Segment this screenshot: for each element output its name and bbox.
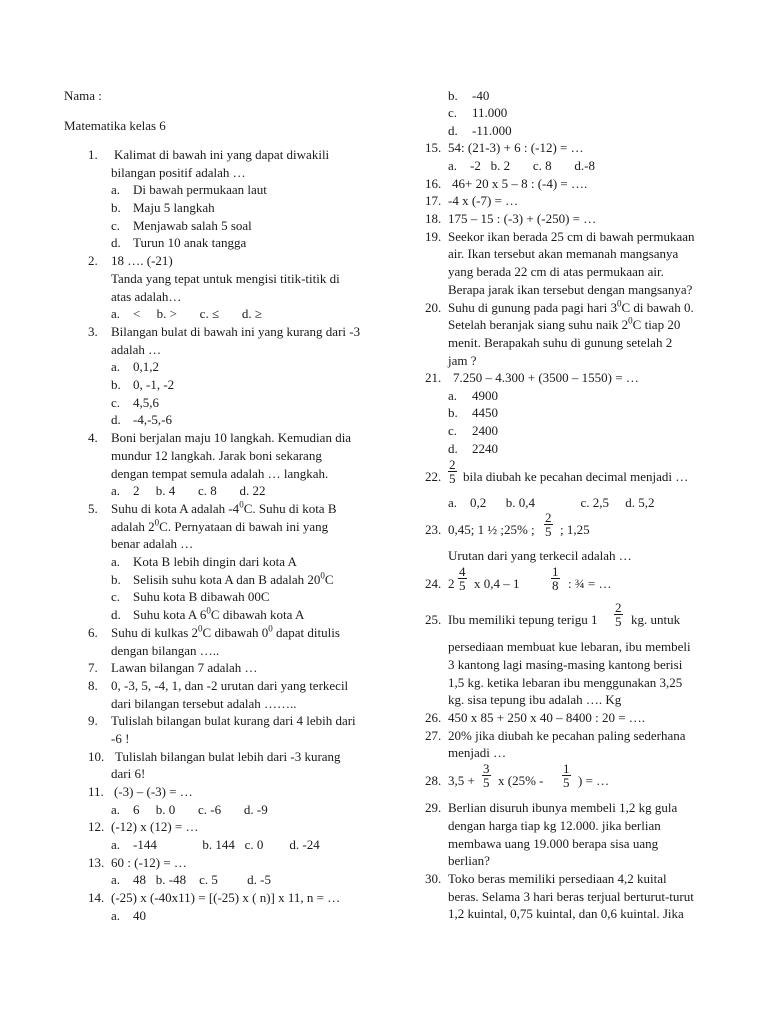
q20-number: 20. [425, 300, 442, 315]
q20-text-3: menit. Berapakah suhu di gunung setelah 2 [448, 335, 673, 350]
q27-number: 27. [425, 728, 442, 743]
q29-text-4: berlian? [448, 853, 490, 868]
q4-options: a. 2 b. 4 c. 8 d. 22 [111, 483, 266, 498]
q3-text-1: Bilangan bulat di bawah ini yang kurang dari -3 [111, 324, 361, 339]
q28-number: 28. [425, 773, 442, 788]
q23-text-1b: ; 1,25 [560, 522, 590, 537]
q14-opt-a: 40 [133, 908, 146, 923]
q17-text-1: -4 x (-7) = … [448, 193, 519, 208]
q1-number: 1. [88, 147, 98, 162]
q10-text-2: dari 6! [111, 766, 146, 781]
q23-text-1a: 0,45; 1 ½ ;25% ; [448, 522, 535, 537]
q7-number: 7. [88, 660, 98, 675]
q21-opt-b: 4450 [472, 405, 498, 420]
q6-number: 6. [88, 625, 98, 640]
q20-text-2: Setelah beranjak siang suhu naik $2^0C$ tiap 20 [448, 315, 681, 332]
q29-text-1: Berlian disuruh ibunya membeli 1,2 kg gula [448, 800, 678, 815]
q1-text-2: bilangan positif adalah … [111, 165, 246, 180]
q13-number: 13. [88, 855, 105, 870]
q18-number: 18. [425, 211, 442, 226]
q24-text-mid: x 0,4 – 1 [474, 576, 520, 591]
q1-opt-d: Turun 10 anak tangga [133, 235, 247, 250]
q14-opt-a-letter: a. [111, 908, 121, 923]
q8-number: 8. [88, 678, 98, 693]
q9-text-2: -6 ! [111, 731, 130, 746]
q8-text-1: 0, -3, 5, -4, 1, dan -2 urutan dari yang terkecil [111, 678, 349, 693]
q23-number: 23. [425, 522, 442, 537]
q3-opt-b: 0, -1, -2 [133, 377, 175, 392]
q24-fraction-2: $\frac{1}{8}$ [552, 564, 559, 593]
q25-text-1b: kg. untuk [631, 612, 681, 627]
q1-opt-d-letter: d. [111, 235, 121, 250]
q27-text-1: 20% jika diubah ke pecahan paling sederhana [448, 728, 686, 743]
q29-text-3: membawa uang 19.000 berapa sisa uang [448, 836, 659, 851]
q13-text-1: 60 : (-12) = … [111, 855, 187, 870]
q5-opt-d-letter: d. [111, 607, 121, 622]
q5-opt-a-letter: a. [111, 554, 121, 569]
q19-text-2: air. Ikan tersebut akan memanah mangsanya [448, 246, 679, 261]
q5-opt-c: Suhu kota B dibawah 00C [133, 589, 270, 604]
q14-opt-c-letter: c. [448, 105, 458, 120]
q11-number: 11. [88, 784, 104, 799]
q25-text-4: 1,5 kg. ketika lebaran ibu menggunakan 3,25 [448, 675, 683, 690]
subject-title: Matematika kelas 6 [64, 118, 166, 133]
q16-text-1: 46+ 20 x 5 – 8 : (-4) = …. [452, 176, 588, 191]
q5-text-1: Suhu di kota A adalah $-4^0C$. Suhu di kota B [111, 499, 337, 516]
q19-text-1: Seekor ikan berada 25 cm di bawah permukaan [448, 229, 695, 244]
q7-text-1: Lawan bilangan 7 adalah … [111, 660, 258, 675]
q12-options: a. -144 b. 144 c. 0 d. -24 [111, 837, 320, 852]
q21-number: 21. [425, 370, 442, 385]
q2-text-3: atas adalah… [111, 289, 182, 304]
q15-text-1: 54: (21-3) + 6 : (-12) = … [448, 140, 584, 155]
name-label: Nama : [64, 88, 102, 103]
q21-opt-b-letter: b. [448, 405, 458, 420]
q1-opt-b-letter: b. [111, 200, 121, 215]
q19-text-4: Berapa jarak ikan tersebut dengan mangsanya? [448, 282, 693, 297]
q1-text-1: Kalimat di bawah ini yang dapat diwakili [114, 147, 330, 162]
q3-opt-b-letter: b. [111, 377, 121, 392]
q3-opt-c: 4,5,6 [133, 395, 159, 410]
q21-opt-a: 4900 [472, 388, 498, 403]
q13-options: a. 48 b. -48 c. 5 d. -5 [111, 872, 271, 887]
q2-text-2: Tanda yang tepat untuk mengisi titik-titik di [111, 271, 340, 286]
q6-text-2: dengan bilangan ….. [111, 643, 220, 658]
q28-fraction-1: $\frac{3}{5}$ [483, 761, 490, 790]
q25-text-1a: Ibu memiliki tepung terigu 1 [448, 612, 598, 627]
q3-opt-c-letter: c. [111, 395, 121, 410]
q21-opt-d: 2240 [472, 441, 498, 456]
q26-text-1: 450 x 85 + 250 x 40 – 8400 : 20 = …. [448, 710, 646, 725]
q8-text-2: dari bilangan tersebut adalah …….. [111, 696, 297, 711]
q29-number: 29. [425, 800, 442, 815]
q30-text-2: beras. Selama 3 hari beras terjual berturut-turut [448, 889, 694, 904]
q21-opt-c: 2400 [472, 423, 498, 438]
q20-text-1: Suhu di gunung pada pagi hari $3^0C$ di bawah 0. [448, 298, 694, 315]
q5-text-3: benar adalah … [111, 536, 194, 551]
q3-opt-a-letter: a. [111, 359, 121, 374]
q3-opt-d-letter: d. [111, 412, 121, 427]
q4-text-2: mundur 12 langkah. Jarak boni sekarang [111, 448, 322, 463]
q3-number: 3. [88, 324, 98, 339]
q4-text-1: Boni berjalan maju 10 langkah. Kemudian dia [111, 430, 352, 445]
q5-opt-b: Selisih suhu kota A dan B adalah $20^0C$ [133, 570, 334, 587]
q19-text-3: yang berada 22 cm di atas permukaan air. [448, 264, 664, 279]
q14-number: 14. [88, 890, 105, 905]
q10-text-1: Tulislah bilangan bulat lebih dari -3 kurang [115, 749, 341, 764]
q4-number: 4. [88, 430, 98, 445]
q30-text-3: 1,2 kuintal, 0,75 kuintal, dan 0,6 kuintal. Jika [448, 906, 684, 921]
q23-fraction: $\frac{2}{5}$ [545, 510, 552, 539]
q11-options: a. 6 b. 0 c. -6 d. -9 [111, 802, 268, 817]
q14-opt-d: -11.000 [472, 123, 512, 138]
q1-opt-b: Maju 5 langkah [133, 200, 215, 215]
q21-opt-a-letter: a. [448, 388, 458, 403]
q28-text-1c: ) = … [578, 773, 610, 788]
q5-opt-c-letter: c. [111, 589, 121, 604]
q2-number: 2. [88, 253, 98, 268]
q21-opt-d-letter: d. [448, 441, 458, 456]
q10-number: 10. [88, 749, 105, 764]
q12-number: 12. [88, 819, 105, 834]
q25-text-3: 3 kantong lagi masing-masing kantong berisi [448, 657, 683, 672]
q25-number: 25. [425, 612, 442, 627]
q1-opt-c: Menjawab salah 5 soal [133, 218, 252, 233]
q23-text-2: Urutan dari yang terkecil adalah … [448, 548, 632, 563]
q3-opt-d: -4,-5,-6 [133, 412, 172, 427]
q28-fraction-2: $\frac{1}{5}$ [563, 761, 570, 790]
q3-text-2: adalah … [111, 342, 162, 357]
q14-opt-b: -40 [472, 88, 490, 103]
q11-text-1: (-3) – (-3) = … [114, 784, 193, 799]
q20-text-4: jam ? [448, 353, 477, 368]
q9-text-1: Tulislah bilangan bulat kurang dari 4 lebih dari [111, 713, 356, 728]
q27-text-2: menjadi … [448, 745, 507, 760]
q21-text-1: 7.250 – 4.300 + (3500 – 1550) = … [453, 370, 639, 385]
q21-opt-c-letter: c. [448, 423, 458, 438]
q2-text-1: 18 …. (-21) [111, 253, 173, 268]
q5-number: 5. [88, 501, 98, 516]
q5-opt-a: Kota B lebih dingin dari kota A [133, 554, 297, 569]
q22-number: 22. [425, 469, 442, 484]
q5-text-2: adalah $2^0C$. Pernyataan di bawah ini yang [111, 517, 329, 534]
q12-text-1: (-12) x (12) = … [111, 819, 199, 834]
q9-number: 9. [88, 713, 98, 728]
q14-text-1: (-25) x (-40x11) = [(-25) x ( n)] x 11, n = … [111, 890, 341, 905]
q28-text-1a: 3,5 + [448, 773, 475, 788]
q6-text-1: Suhu di kulkas $2^0C$ dibawah $0^0$ dapat ditulis [111, 623, 340, 640]
q28-text-1b: x (25% - [498, 773, 544, 788]
q17-number: 17. [425, 193, 442, 208]
q3-opt-a: 0,1,2 [133, 359, 159, 374]
q24-number: 24. [425, 576, 442, 591]
q29-text-2: dengan harga tiap kg 12.000. jika berlian [448, 818, 661, 833]
q25-fraction: $\frac{2}{5}$ [615, 600, 622, 629]
q18-text-1: 175 – 15 : (-3) + (-250) = … [448, 211, 597, 226]
q14-opt-d-letter: d. [448, 123, 458, 138]
q14-opt-b-letter: b. [448, 88, 458, 103]
q2-options: a. < b. > c. ≤ d. ≥ [111, 306, 262, 321]
q14-opt-c: 11.000 [472, 105, 508, 120]
q24-text-end: : ¾ = … [568, 576, 612, 591]
q15-options: a. -2 b. 2 c. 8 d.-8 [448, 158, 595, 173]
q24-int-1: 2 [448, 576, 455, 591]
q22-options: a. 0,2 b. 0,4 c. 2,5 d. 5,2 [448, 495, 655, 510]
q30-text-1: Toko beras memiliki persediaan 4,2 kuital [448, 871, 667, 886]
q16-number: 16. [425, 176, 442, 191]
q1-opt-c-letter: c. [111, 218, 121, 233]
q26-number: 26. [425, 710, 442, 725]
q30-number: 30. [425, 871, 442, 886]
q19-number: 19. [425, 229, 442, 244]
q25-text-5: kg. sisa tepung ibu adalah …. Kg [448, 692, 622, 707]
q4-text-3: dengan tempat semula adalah … langkah. [111, 466, 329, 481]
q1-opt-a-letter: a. [111, 182, 121, 197]
q25-text-2: persediaan membuat kue lebaran, ibu membeli [448, 639, 691, 654]
q5-opt-d: Suhu kota A $6^0C$ dibawah kota A [133, 605, 305, 622]
q5-opt-b-letter: b. [111, 572, 121, 587]
q22-text-1: bila diubah ke pecahan decimal menjadi … [463, 469, 689, 484]
q15-number: 15. [425, 140, 442, 155]
q24-fraction-1: $\frac{4}{5}$ [459, 564, 466, 593]
q22-fraction: $\frac{2}{5}$ [449, 457, 456, 486]
q1-opt-a: Di bawah permukaan laut [133, 182, 267, 197]
